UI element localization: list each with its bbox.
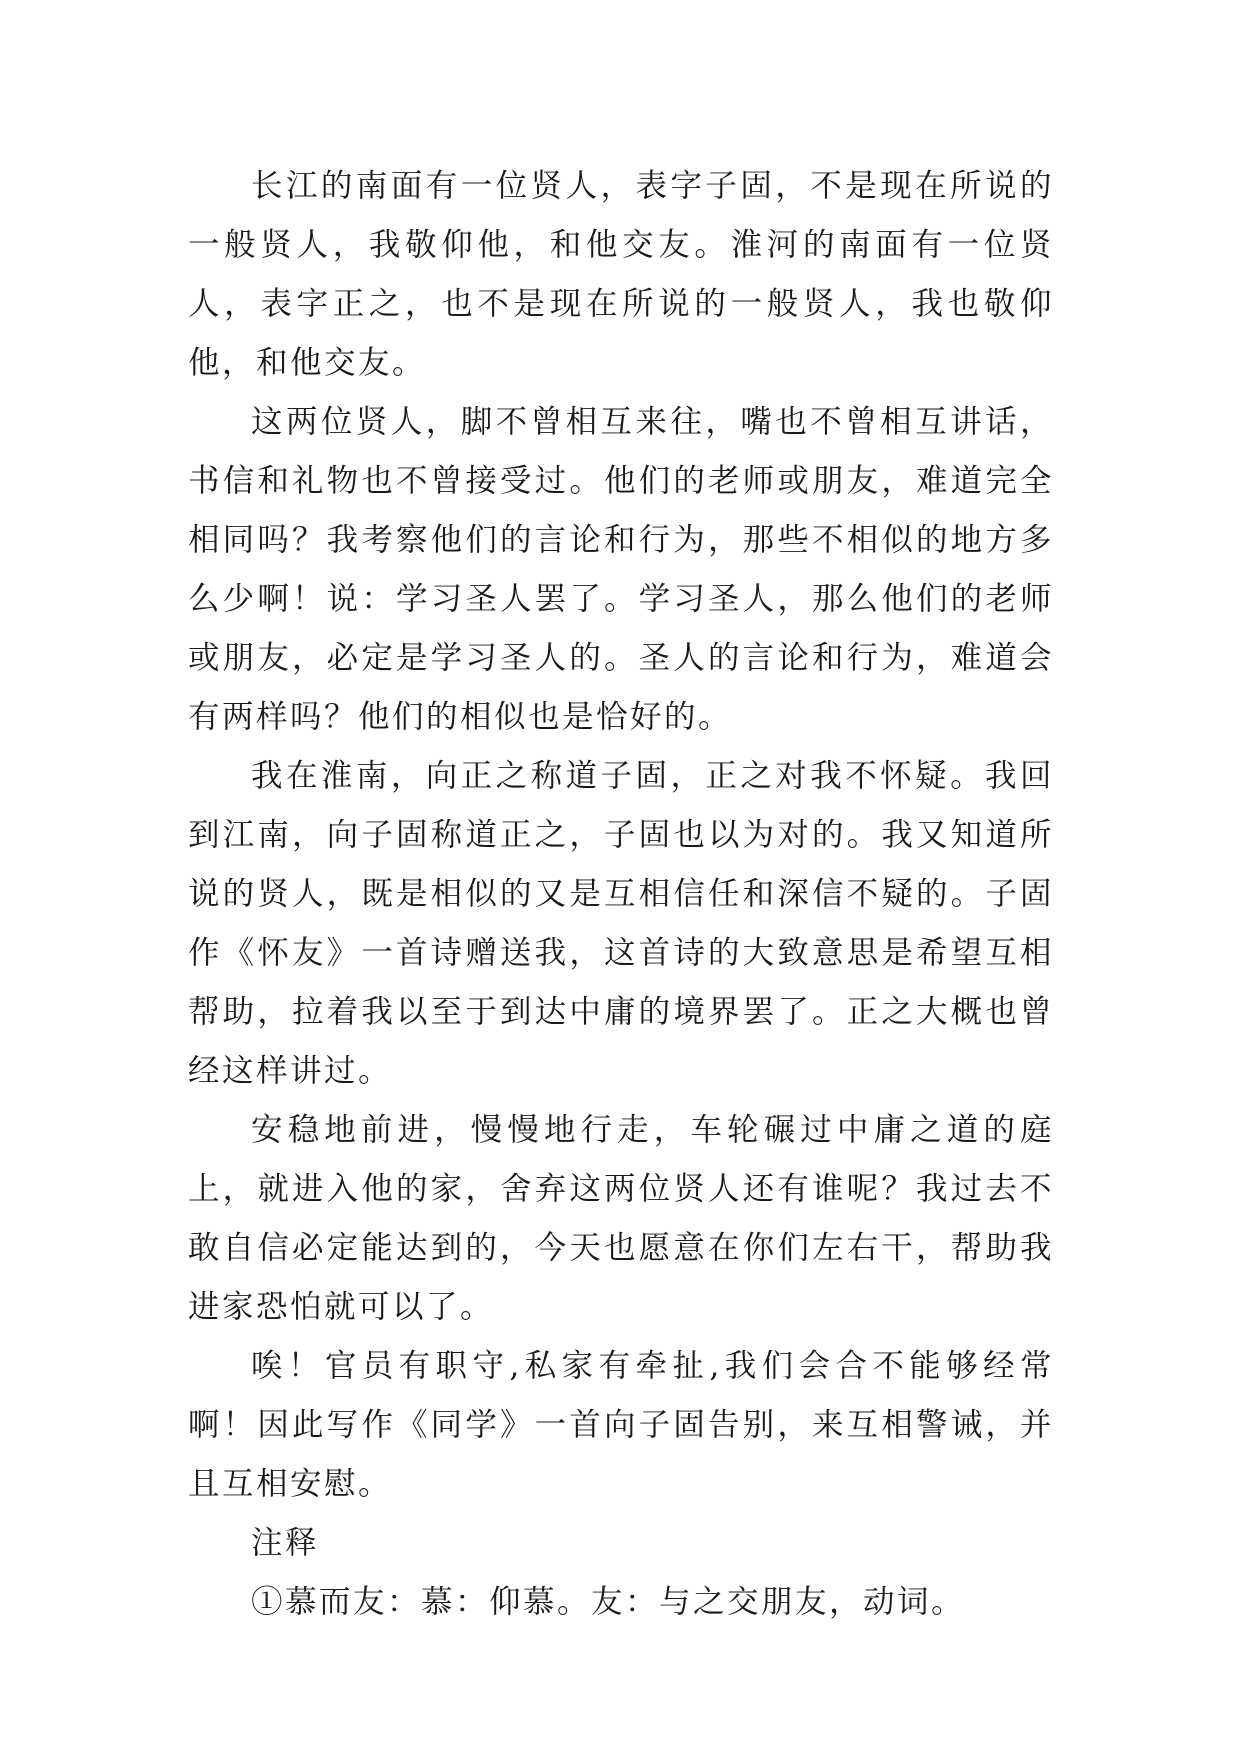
document-body: [188, 157, 1054, 1632]
note-1: ①慕而友：慕：仰慕。友：与之交朋友，动词。: [251, 1584, 966, 1620]
notes-heading: 注释: [251, 1525, 320, 1561]
paragraph-5: 唉！官员有职守,私家有牵扯,我们会合不能够经常啊！因此写作《同学》一首向子固告别，来互相警诫，并且互相安慰。: [188, 1348, 1054, 1502]
paragraph-2: 这两位贤人，脚不曾相互来往，嘴也不曾相互讲话，书信和礼物也不曾接受过。他们的老师或朋友，难道完全相同吗？我考察他们的言论和行为，那些不相似的地方多么少啊！说：学习圣人罢了。学习圣人，那么他们的老师或朋友，必定是学习圣人的。圣人的言论和行为，难道会有两样吗？他们的相似也是恰好的。: [188, 404, 1054, 735]
paragraph-3: 我在淮南，向正之称道子固，正之对我不怀疑。我回到江南，向子固称道正之，子固也以为对的。我又知道所说的贤人，既是相似的又是互相信任和深信不疑的。子固作《怀友》一首诗赠送我，这首诗的大致意思是希望互相帮助，拉着我以至于到达中庸的境界罢了。正之大概也曾经这样讲过。: [188, 758, 1054, 1089]
paragraph-4: 安稳地前进，慢慢地行走，车轮碾过中庸之道的庭上，就进入他的家，舍弃这两位贤人还有谁呢？我过去不敢自信必定能达到的，今天也愿意在你们左右干，帮助我进家恐怕就可以了。: [188, 1112, 1054, 1325]
paragraph-1: 长江的南面有一位贤人，表字子固，不是现在所说的一般贤人，我敬仰他，和他交友。淮河的南面有一位贤人，表字正之，也不是现在所说的一般贤人，我也敬仰他，和他交友。: [188, 168, 1054, 381]
